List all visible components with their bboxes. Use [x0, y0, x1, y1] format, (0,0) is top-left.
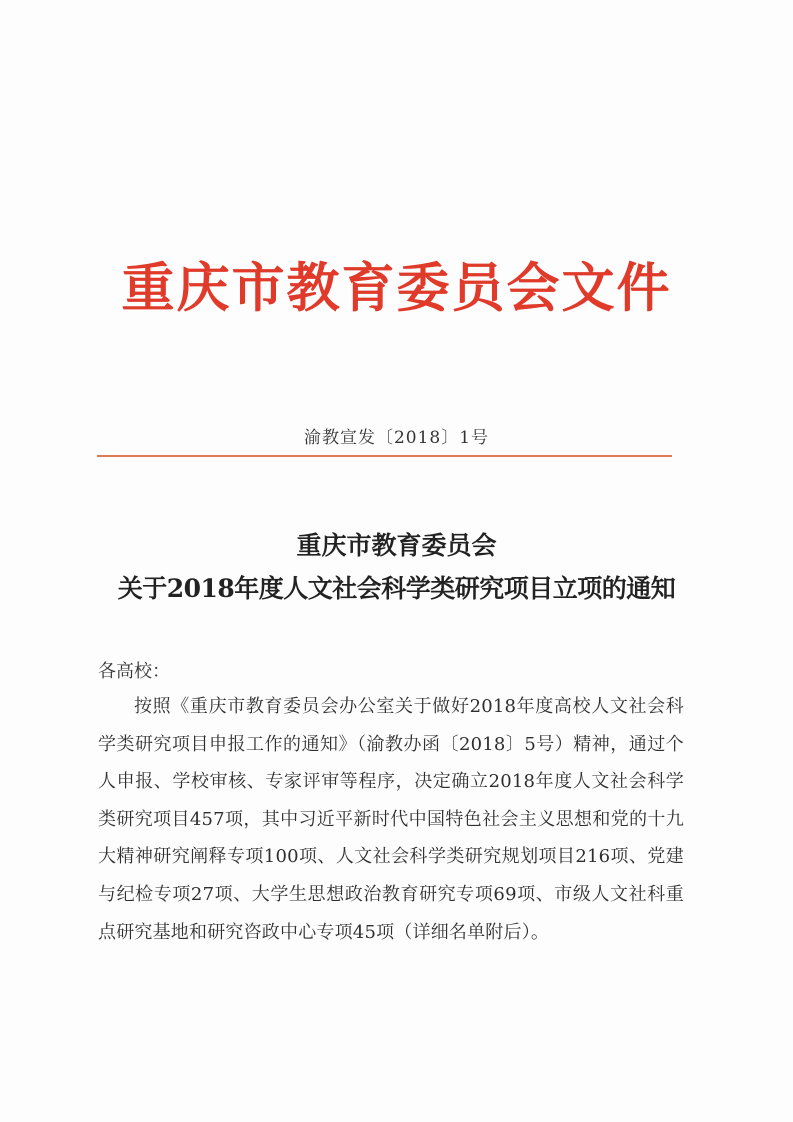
notice-title-line-2: 关于2018年度人文社会科学类研究项目立项的通知: [117, 574, 676, 603]
masthead-title: 重庆市教育委员会文件: [121, 258, 672, 319]
notice-title-line-1: 重庆市教育委员会: [296, 531, 497, 560]
body-paragraph: 按照《重庆市教育委员会办公室关于做好2018年度高校人文社会科学类研究项目申报工作的通知》（渝教办函〔2018〕5号）精神，通过个人申报、学校审核、专家评审等程序，决定确立2018年度人文社会科学类研究项目457项，其中习近平新时代中国特色社会主义思想和党的十九大精神研究阐释专项100项、人文社会科学类研究规划项目216项、党建与纪检专项27项、大学生思想政治教育研究专项69项、市级人文社科重点研究基地和研究咨政中心专项45项（详细名单附后）。: [98, 696, 684, 943]
document-number: 渝教宣发〔2018〕1号: [303, 428, 490, 448]
salutation: 各高校：: [98, 661, 170, 682]
red-divider-line: [97, 455, 672, 457]
